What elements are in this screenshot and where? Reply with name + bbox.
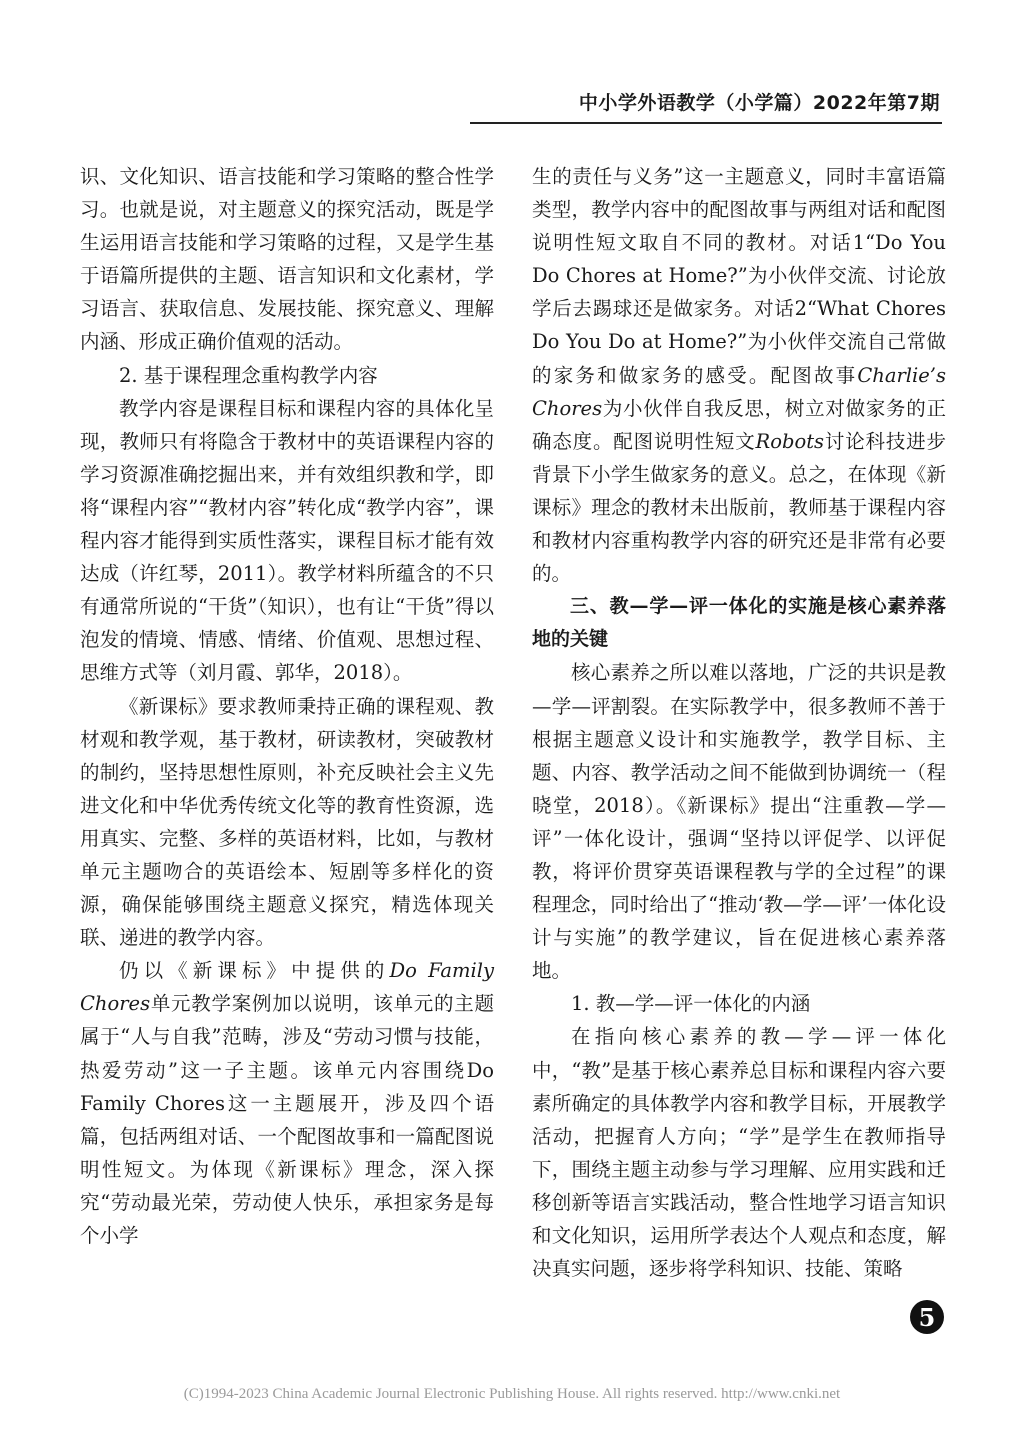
paragraph-continued: 识、文化知识、语言技能和学习策略的整合性学习。也就是说，对主题意义的探究活动，既是学生运用语言技能和学习策略的过程，又是学生基于语篇所提供的主题、语言知识和文化素材，学习语言、获取信息、发展技能、探究意义、理解内涵、形成正确价值观的活动。 xyxy=(80,165,494,354)
italic-title: Robots xyxy=(755,429,825,453)
paragraph-family-chores xyxy=(80,954,494,1252)
italic-title: Do Family Chores xyxy=(80,959,494,1016)
text-run: 为小伙伴自我反思，树立对做家务的正确态度。配图说明性短文 xyxy=(532,396,946,453)
paragraph-new-standards: 《新课标》要求教师秉持正确的课程观、教材观和教学观，基于教材，研读教材，突破教材的制约，坚持思想性原则，补充反映社会主义先进文化和中华优秀传统文化等的教育性资源，选用真实、完整、多样的英语材料，比如，与教材单元主题吻合的英语绘本、短剧等多样化的资源，确保能够围绕主题意义探究，精选体现关联、递进的教学内容。 xyxy=(80,694,494,950)
left-column xyxy=(80,160,494,1252)
paragraph-core-competency: 核心素养之所以难以落地，广泛的共识是教—学—评割裂。在实际教学中，很多教师不善于根据主题意义设计和实施教学，教学目标、主题、内容、教学活动之间不能做到协调统一（程晓堂，2018）。《新课标》提出“注重教—学—评”一体化设计，强调“坚持以评促学、以评促教，将评价贯穿英语课程教与学的全过程”的课程理念，同时给出了“推动‘教—学—评’一体化设计与实施”的教学建议，旨在促进核心素养落地。 xyxy=(532,661,946,983)
journal-header: 中小学外语教学（小学篇）2022年第7期 xyxy=(578,92,940,114)
header-rule xyxy=(470,122,942,124)
copyright-footer: (C)1994-2023 China Academic Journal Electronic Publishing House. All rights reserved. http://www.cnki.net xyxy=(183,1386,841,1402)
right-column xyxy=(532,160,946,1285)
page-number-badge: 5 xyxy=(910,1300,944,1334)
italic-title: Charlie’s Chores xyxy=(532,363,946,420)
subheading-connotation: 1. 教—学—评一体化的内涵 xyxy=(571,992,811,1016)
paragraph-dialogues xyxy=(532,160,946,590)
text-run: 仍以《新课标》中提供的 xyxy=(119,959,390,983)
paragraph-teach-learn-assess: 在指向核心素养的教—学—评一体化中，“教”是基于核心素养总目标和课程内容六要素所确定的具体教学内容和教学目标，开展教学活动，把握育人方向；“学”是学生在教师指导下，围绕主题主动参与学习理解、应用实践和迁移创新等语言实践活动，整合性地学习语言知识和文化知识，运用所学表达个人观点和态度，解决真实问题，逐步将学科知识、技能、策略 xyxy=(532,1025,946,1281)
text-run: 单元教学案例加以说明，该单元的主题属于“人与自我”范畴，涉及“劳动习惯与技能，热爱劳动”这一子主题。该单元内容围绕Do Family Chores这一主题展开，涉及四个语篇，包括两组对话、一个配图故事和一篇配图说明性短文。为体现《新课标》理念，深入探究“劳动最光荣，劳动使人快乐，承担家务是每个小学 xyxy=(80,992,494,1247)
subheading-rebuild-content: 2. 基于课程理念重构教学内容 xyxy=(119,363,378,387)
paragraph-teaching-content: 教学内容是课程目标和课程内容的具体化呈现，教师只有将隐含于教材中的英语课程内容的学习资源准确挖掘出来，并有效组织教和学，即将“课程内容”“教材内容”转化成“教学内容”，课程内容才能得到实质性落实，课程目标才能有效达成（许红琴，2011）。教学材料所蕴含的不只有通常所说的“干货”（知识），也有让“干货”得以泡发的情境、情感、情绪、价值观、思想过程、思维方式等（刘月霞、郭华，2018）。 xyxy=(80,396,494,685)
text-run: 讨论科技进步背景下小学生做家务的意义。总之，在体现《新课标》理念的教材未出版前，教师基于课程内容和教材内容重构教学内容的研究还是非常有必要的。 xyxy=(532,429,946,586)
text-run: 生的责任与义务”这一主题意义，同时丰富语篇类型，教学内容中的配图故事与两组对话和配图说明性短文取自不同的教材。对话1“Do You Do Chores at Home?”为小伙伴交流、讨论放学后去踢球还是做家务。对话2“What Chores Do You Do at Home?”为小伙伴交流自己常做的家务和做家务的感受。配图故事 xyxy=(532,165,946,387)
section-heading-3: 三、教—学—评一体化的实施是核心素养落地的关键 xyxy=(532,595,946,651)
